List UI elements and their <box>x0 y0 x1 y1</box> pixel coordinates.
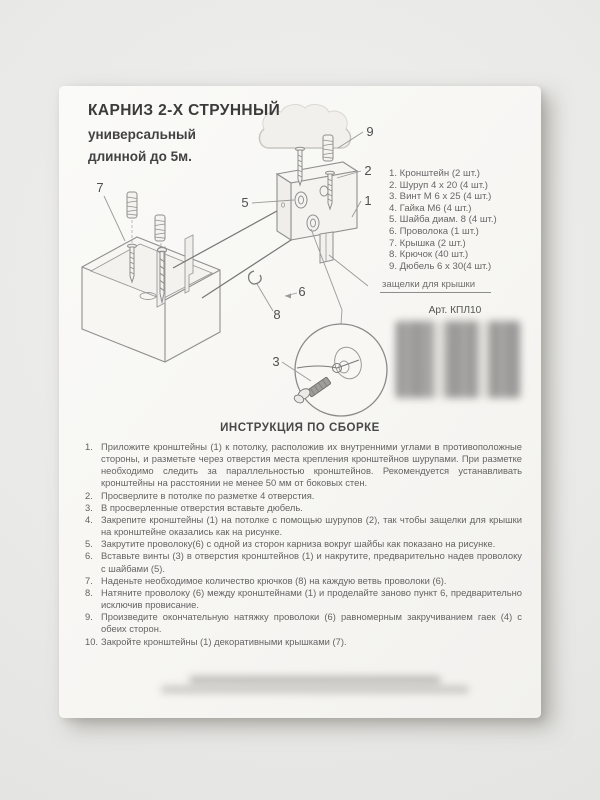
label-7: 7 <box>96 180 104 195</box>
step-row <box>85 502 522 514</box>
step-row <box>85 514 522 538</box>
part-item: 7. Крышка (2 шт.) <box>389 237 466 249</box>
part-item: 1. Кронштейн (2 шт.) <box>389 168 480 179</box>
step-text: Просверлите в потолке по разметке 4 отверстия. <box>101 489 315 501</box>
step-number: 3. <box>85 501 93 513</box>
part-item: 8. Крючок (40 шт.) <box>389 249 469 261</box>
step-number: 4. <box>85 513 93 525</box>
step-row <box>85 490 522 502</box>
step-text: Вставьте винты (3) в отверстия кронштейнов (1) и накрутите, предварительно надев проволоку с шайбами (5). <box>101 550 522 574</box>
part-item: 3. Винт М 6 х 25 (4 шт.) <box>389 191 492 203</box>
step-number: 1. <box>85 441 93 452</box>
step-text: Закройте кронштейны (1) декоративными крышками (7). <box>101 635 347 647</box>
mounting-bracket <box>277 162 357 263</box>
article-number: Арт. КПЛ10 <box>428 305 482 316</box>
step-text: Закрутите проволоку(6) с одной из сторон карниза вокруг шайбы как показано на рисунке. <box>101 538 496 550</box>
step-row <box>85 550 522 574</box>
part-item: 6. Проволока (1 шт.) <box>389 225 479 237</box>
step-number: 7. <box>85 574 93 586</box>
step-row <box>85 575 522 587</box>
step-row <box>85 611 522 635</box>
latch-leader-line <box>329 255 368 286</box>
product-card <box>59 86 541 718</box>
part-item: 9. Дюбель 6 х 30(4 шт.) <box>389 260 492 272</box>
assembly-steps <box>85 441 522 648</box>
blurred-footer-text <box>161 686 469 693</box>
label-6: 6 <box>298 284 306 299</box>
hook-icon <box>249 271 262 284</box>
step-number: 8. <box>85 586 93 598</box>
step-number: 9. <box>85 611 93 623</box>
step-text: Приложите кронштейны (1) к потолку, расположив их внутренними углами в противоположные стороны, и разметьте через отверстия места крепления кронштейнов шурупами. При разметке необходимо следить за параллельностью кронштейнов. Рекомендуется устанавливать кронштейны на расстоянии не менее 50 мм от боковых стен. <box>101 441 522 489</box>
title-line-3: длинной до 5м. <box>88 149 192 164</box>
title-line-2: универсальный <box>88 127 196 142</box>
step-text: Наденьте необходимое количество крючков (8) на каждую ветвь проволоки (6). <box>101 574 447 586</box>
step-row <box>85 587 522 611</box>
barcode-gap <box>478 321 488 398</box>
step-text: В просверленные отверстия вставьте дюбель. <box>101 501 303 513</box>
blurred-barcode <box>396 321 520 398</box>
step-text: Произведите окончательную натяжку проволоки (6) равномерным закручиванием гаек (4) с обеих сторон. <box>101 611 522 635</box>
label-9: 9 <box>366 124 374 139</box>
part-item: 2. Шуруп 4 х 20 (4 шт.) <box>389 179 488 191</box>
label-8: 8 <box>273 307 281 322</box>
step-row <box>85 538 522 550</box>
step-row <box>85 441 522 490</box>
label-1: 1 <box>364 193 372 208</box>
part-item: 5. Шайба диам. 8 (4 шт.) <box>389 214 497 226</box>
detail-circle <box>293 324 387 416</box>
step-number: 2. <box>85 489 93 501</box>
step-text: Закрепите кронштейны (1) на потолке с помощью шурупов (2), так чтобы защелки для крышки на кронштейне оказались как на рисунке. <box>101 513 522 538</box>
label-5: 5 <box>241 195 249 210</box>
step-row <box>85 636 522 648</box>
title-line-1: КАРНИЗ 2-Х СТРУННЫЙ <box>88 102 281 119</box>
step-number: 5. <box>85 538 93 550</box>
blurred-footer-text <box>189 676 441 684</box>
latch-note: защелки для крышки <box>380 279 491 293</box>
barcode-gap <box>434 321 444 398</box>
label-3: 3 <box>272 354 280 369</box>
step-number: 6. <box>85 550 93 562</box>
step-number: 10. <box>85 635 99 647</box>
label-2: 2 <box>364 163 372 178</box>
assembly-instructions-title: ИНСТРУКЦИЯ ПО СБОРКЕ <box>220 422 380 434</box>
assembly-diagram <box>61 105 421 445</box>
parts-list <box>389 168 541 272</box>
step-text: Натяните проволоку (6) между кронштейнами (1) и проделайте заново пункт 6, предварительно исключив провисание. <box>101 586 522 611</box>
part-item: 4. Гайка М6 (4 шт.) <box>389 202 472 214</box>
